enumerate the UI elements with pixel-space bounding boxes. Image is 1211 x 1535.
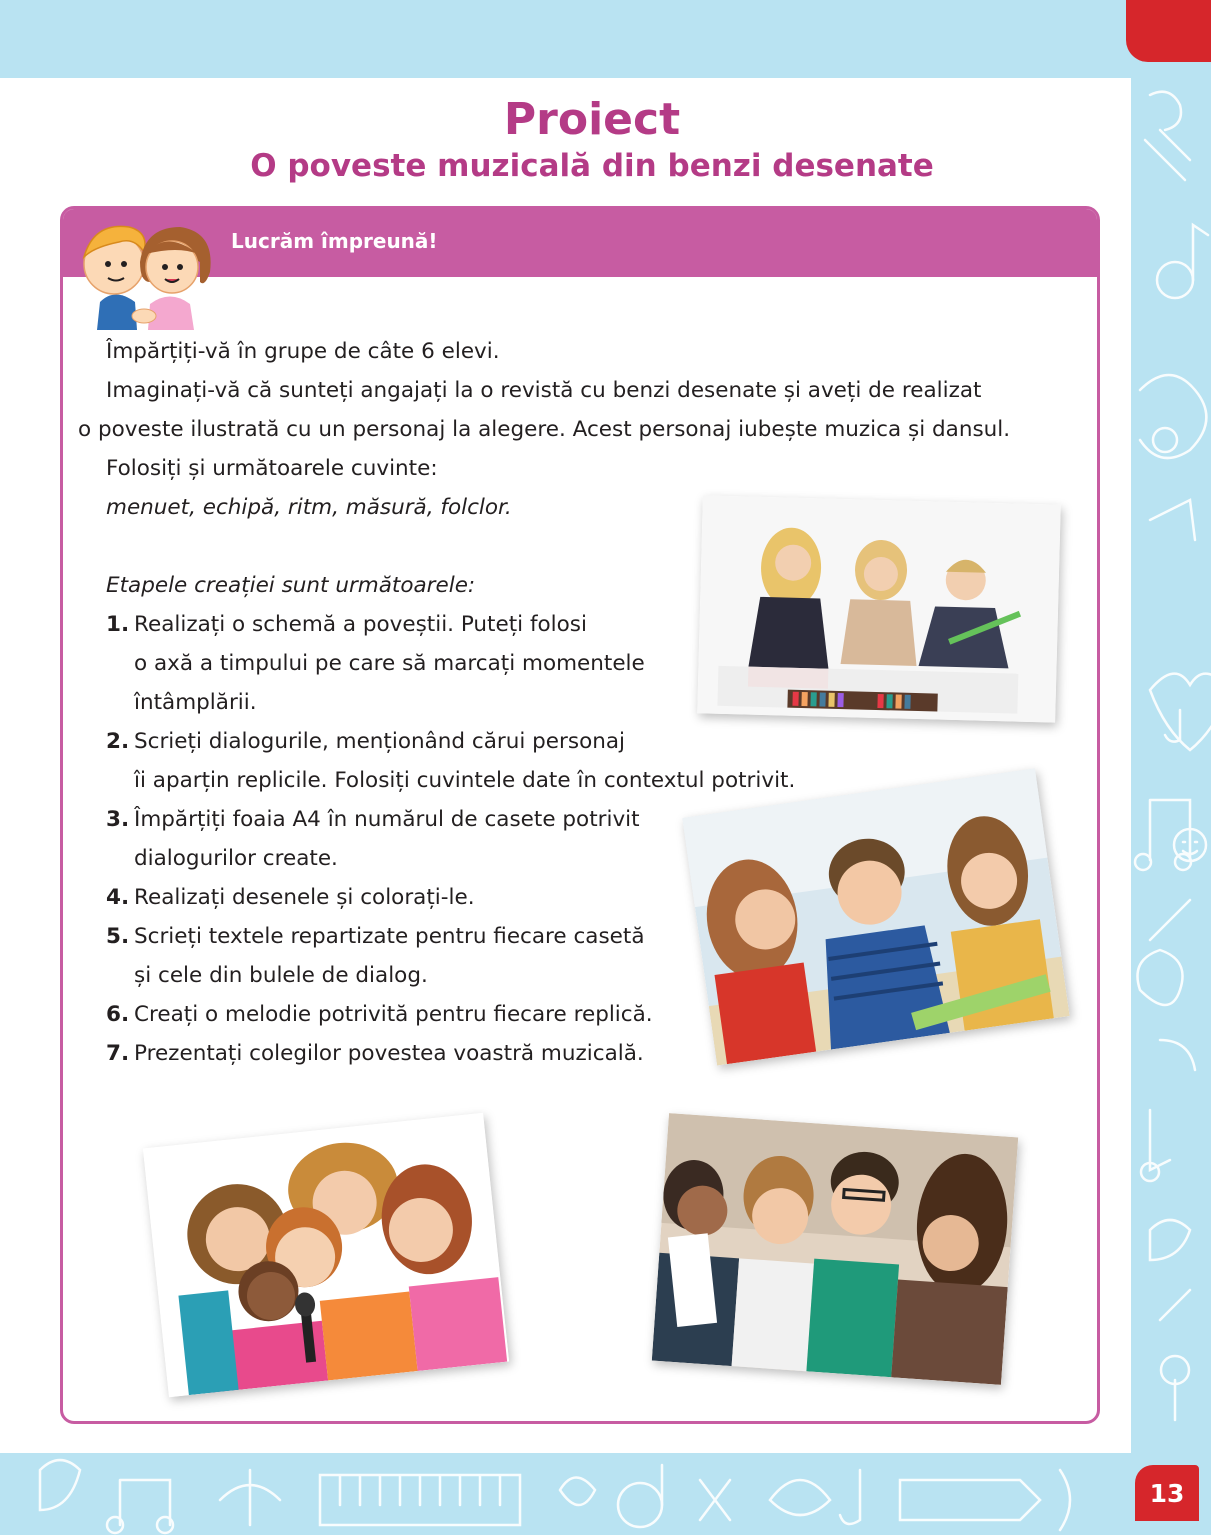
step-text: Scrieți textele repartizate pentru fiecare casetă bbox=[134, 924, 645, 949]
page-subtitle: O poveste muzicală din benzi desenate bbox=[250, 148, 934, 184]
activity-box-title: Lucrăm împreună! bbox=[231, 229, 438, 253]
intro-line-2: Imaginați-vă că sunteți angajați la o revistă cu benzi desenate și aveți de realizat bbox=[106, 378, 982, 403]
chapter-tab bbox=[1126, 0, 1211, 62]
step-text: Scrieți dialogurile, menționând cărui personaj bbox=[134, 729, 626, 754]
page-number-tab bbox=[1135, 1465, 1199, 1521]
step-text: Prezentați colegilor povestea voastră muzicală. bbox=[134, 1041, 644, 1066]
step-text: întâmplării. bbox=[134, 690, 257, 715]
intro-line-3: o poveste ilustrată cu un personaj la alegere. Acest personaj iubește muzica și dansul. bbox=[78, 417, 1011, 442]
step-text: dialogurilor create. bbox=[134, 846, 338, 871]
vocabulary-words: menuet, echipă, ritm, măsură, folclor. bbox=[106, 495, 512, 520]
photo-kids-drawing-on-floor bbox=[697, 495, 1061, 722]
page-title: Proiect bbox=[503, 94, 681, 145]
activity-box-header bbox=[63, 209, 1097, 277]
step-number: 4. bbox=[106, 885, 130, 910]
step-number: 1. bbox=[106, 612, 130, 637]
step-text: Realizați o schemă a poveștii. Puteți folosi bbox=[134, 612, 587, 637]
two-kids-illustration bbox=[70, 212, 218, 330]
step-number: 2. bbox=[106, 729, 130, 754]
intro-line-1: Împărțiți-vă în grupe de câte 6 elevi. bbox=[106, 339, 500, 364]
step-number: 5. bbox=[106, 924, 130, 949]
step-text: o axă a timpului pe care să marcați momentele bbox=[134, 651, 645, 676]
step-number: 7. bbox=[106, 1041, 130, 1066]
step-text: și cele din bulele de dialog. bbox=[134, 963, 428, 988]
steps-heading: Etapele creației sunt următoarele: bbox=[106, 573, 476, 598]
photo-kids-singing-microphone bbox=[143, 1113, 509, 1397]
photo-children-choir bbox=[652, 1113, 1018, 1385]
step-text: Împărțiți foaia A4 în numărul de casete potrivit bbox=[134, 807, 640, 832]
step-text: îi aparțin replicile. Folosiți cuvintele date în contextul potrivit. bbox=[134, 768, 796, 793]
step-number: 3. bbox=[106, 807, 130, 832]
page-number: 13 bbox=[1149, 1478, 1185, 1508]
step-number: 6. bbox=[106, 1002, 130, 1027]
photo-kids-working-at-table bbox=[682, 768, 1069, 1065]
step-text: Realizați desenele și colorați-le. bbox=[134, 885, 475, 910]
step-text: Creați o melodie potrivită pentru fiecare replică. bbox=[134, 1002, 653, 1027]
intro-line-4: Folosiți și următoarele cuvinte: bbox=[106, 456, 438, 481]
